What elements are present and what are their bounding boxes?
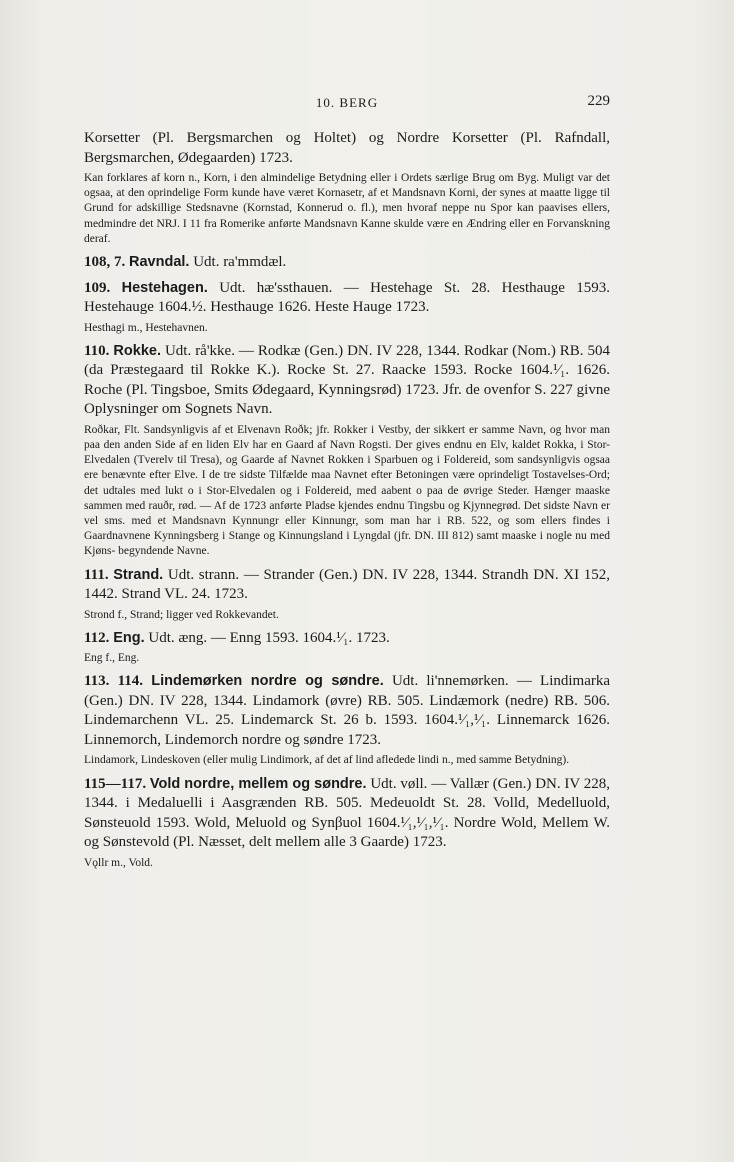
entry-number: 110. <box>84 342 110 359</box>
entry-text: Udt. rå'kke. — Rodkæ (Gen.) DN. IV 228, 1344. Rodkar (Nom.) RB. 504 (da Præstegaard til Rokke K.). Rocke St. 27. Raacke 1593. Rocke 1604.¹⁄₁. 1626. Roche (Pl. Tingsboe, Smits Ødegaard, Kynningsrød) 1723. Jfr. de ovenfor S. 227 givne Oplysninger om Sognets Navn. <box>84 342 611 418</box>
entry-number: 111. <box>84 566 109 583</box>
running-head: 10. BERG <box>315 95 379 110</box>
entry-name: Lindemørken nordre og søndre. <box>151 673 384 690</box>
entry-name: Hestehagen. <box>121 279 208 296</box>
entry-number: 109. <box>84 279 111 296</box>
entry-number: 112. <box>84 629 110 646</box>
entry-text: Udt. ra'mmdæl. <box>193 254 287 271</box>
page-body <box>84 129 610 871</box>
entry-name: Vold nordre, mellem og søndre. <box>149 775 367 792</box>
entry-text: Udt. æng. — Enng 1593. 1604.¹⁄₁. 1723. <box>148 629 390 646</box>
entry-number: 115—117. <box>84 775 147 792</box>
entry-112 <box>84 629 610 667</box>
entry-note: Lindamork, Lindeskoven (eller mulig Lindimork, af det af lind afledede lindi n., med samme Betydning). <box>84 754 570 767</box>
entry-note: Hesthagi m., Hestehavnen. <box>84 321 208 334</box>
entry-note: Roðkar, Flt. Sandsynligvis af et Elvenavn Roðk; jfr. Rokker i Vestby, der sikkert er samme Navn, og hvor man paa den anden Side af en liden Elv har en Gaard af Navn Rogsti. Der gives endnu en Elv, kaldet Rokka, i Stor-Elvedalen (Tverelv til Tresa), og Gaarde af Navnet Rokken i Sparbuen og i Foldereid, som sandsynligvis ogsaa ere benævnte efter Elve. I de tre sidste Tilfælde maa Navnet efter Betoningen være oprindeligt Tostavelses-Ord; det udtales med lukt o i Stor-Elvedalen og i Foldereid, med aabent o paa de øvrige Steder. Hænger maaske sammen med rauðr, rød. — Af de 1723 anførte Pladse kjendes endnu Tingsbu og Kjynnegrød. Det sidste Navn er vel sms. med et Mandsnavn Kynnungr eller Kinnungr, som man har i RB. 522, og som ellers findes i Gaardnavnene Kynningsberg i Stange og Kinnungsland i Lyngdal (jfr. DN. III 812) samt maaske i nogle nu med Kjøns- begyndende Navne. <box>84 423 610 558</box>
entry-text: Udt. hæ'ssthauen. — Hestehage St. 28. Hesthauge 1593. Hestehauge 1604.½. Hesthauge 1626. Heste Hauge 1723. <box>84 279 611 316</box>
entry-113-114 <box>84 672 610 768</box>
entry-note: Eng f., Eng. <box>84 652 140 665</box>
entry-name: Ravndal. <box>129 254 190 271</box>
intro-text: Korsetter (Pl. Bergsmarchen og Holtet) og Nordre Korsetter (Pl. Rafndall, Bergsmarchen, Ødegaarden) 1723. <box>84 130 610 166</box>
entry-text: Udt. li'nnemørken. — Lindimarka (Gen.) DN. IV 228, 1344. Lindamork (øvre) RB. 505. Lindæmork (nedre) RB. 506. Lindemarchenn VL. 25. Lindemarck St. 26 b. 1593. 1604.¹⁄₁,¹⁄₁. Linnemarck 1626. Linnemorch, Lindemorch nordre og søndre 1723. <box>84 673 611 748</box>
entry-109 <box>84 279 610 336</box>
page-header <box>84 93 610 113</box>
entry-text: Udt. strann. — Strander (Gen.) DN. IV 228, 1344. Strandh DN. XI 152, 1442. Strand VL. 24. 1723. <box>84 566 611 603</box>
entry-115-117 <box>84 775 610 871</box>
entry-number: 113. 114. <box>84 673 144 690</box>
entry-name: Rokke. <box>113 342 161 359</box>
entry-110 <box>84 342 610 560</box>
entry-name: Eng. <box>113 629 145 646</box>
page-number: 229 <box>587 93 610 109</box>
entry-name: Strand. <box>113 566 164 583</box>
entry-note: Vǫllr m., Vold. <box>84 856 153 869</box>
entry-111 <box>84 566 610 623</box>
entry-note: Strond f., Strand; ligger ved Rokkevandet. <box>84 608 279 621</box>
intro-note: Kan forklares af korn n., Korn, i den almindelige Betydning eller i Ordets særlige Brug om Byg. Muligt var det ogsaa, at den oprindelige Form kunde have været Kornasetr, af et Mandsnavn Korni, der synes at maatte ligge til Grund for adskillige Stedsnavne (Kornstad, Konnerud o. fl.), men hvoraf neppe nu Spor kan paavises ellers, medmindre det NRJ. I 11 fra Romerike anførte Mandsnavn Kanne skulde være en Ændring eller en Forvanskning deraf. <box>84 172 610 245</box>
entry-number: 108, 7. <box>84 254 126 271</box>
entry-108 <box>84 253 610 273</box>
entry-text: Udt. vøll. — Vallær (Gen.) DN. IV 228, 1344. i Medaluelli i Aasgrænden RB. 505. Medeuoldt St. 28. Volld, Medelluold, Sønsteuold 1593. Wold, Meluold og Synβuol 1604.¹⁄₁,¹⁄₁,¹⁄₁. Nordre Wold, Mellem W. og Sønstevold (Pl. Næsset, delt mellem alle 3 Gaarde) 1723. <box>84 775 611 851</box>
